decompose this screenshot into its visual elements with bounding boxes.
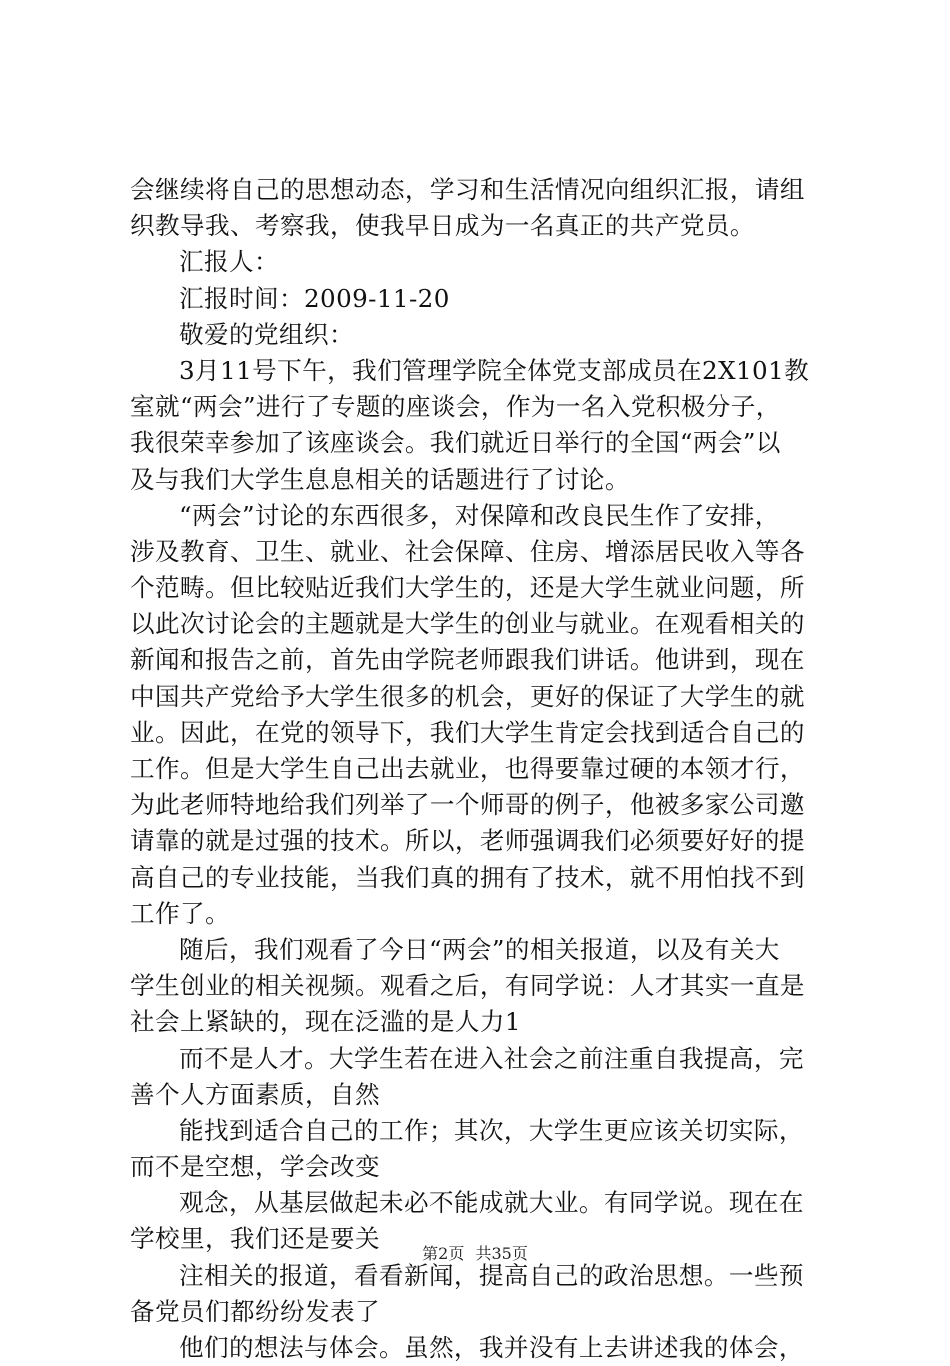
text-line: 为此老师特地给我们列举了一个师哥的例子，他被多家公司邀 [130,790,805,820]
text-line: 高自己的专业技能，当我们真的拥有了技术，就不用怕找不到 [130,862,805,892]
text-line: 汇报人： [179,247,279,277]
text-line: 而不是空想，学会改变 [130,1152,380,1182]
text-line: 学校里，我们还是要关 [130,1224,380,1254]
text-line: 织教导我、考察我，使我早日成为一名真正的共产党员。 [130,211,755,241]
text-line: 以此次讨论会的主题就是大学生的创业与就业。在观看相关的 [130,609,805,639]
text-line: 室就“两会”进行了专题的座谈会，作为一名入党积极分子， [130,392,781,422]
page-number: 第2页 [422,1244,465,1263]
page-total: 共35页 [475,1244,528,1263]
text-line: 汇报时间：2009-11-20 [179,283,450,313]
text-line: “两会”讨论的东西很多，对保障和改良民生作了安排， [179,500,780,530]
text-line: 注相关的报道，看看新闻，提高自己的政治思想。一些预 [179,1260,804,1290]
text-line: 新闻和报告之前，首先由学院老师跟我们讲话。他讲到，现在 [130,645,805,675]
text-line: 3月11号下午，我们管理学院全体党支部成员在2X101教 [179,355,810,385]
text-line: 业。因此，在党的领导下，我们大学生肯定会找到适合自己的 [130,717,805,747]
text-line: 我很荣幸参加了该座谈会。我们就近日举行的全国“两会”以 [130,428,781,458]
text-line: 工作了。 [130,898,230,928]
text-line: 中国共产党给予大学生很多的机会，更好的保证了大学生的就 [130,681,805,711]
text-line: 请靠的就是过强的技术。所以，老师强调我们必须要好好的提 [130,826,805,856]
document-body [130,172,840,1366]
text-line: 而不是人才。大学生若在进入社会之前注重自我提高，完 [179,1043,804,1073]
text-line: 学生创业的相关视频。观看之后，有同学说：人才其实一直是 [130,971,805,1001]
text-line: 善个人方面素质，自然 [130,1079,380,1109]
text-line: 个范畴。但比较贴近我们大学生的，还是大学生就业问题，所 [130,573,805,603]
text-line: 能找到适合自己的工作；其次，大学生更应该关切实际， [179,1115,804,1145]
page-footer [0,1244,950,1264]
text-line: 社会上紧缺的，现在泛滥的是人力1 [130,1007,521,1037]
text-line: 观念，从基层做起未必不能成就大业。有同学说。现在在 [179,1188,804,1218]
text-line: 敬爱的党组织： [179,319,354,349]
text-line: 工作。但是大学生自己出去就业，也得要靠过硬的本领才行， [130,754,805,783]
text-line: 会继续将自己的思想动态，学习和生活情况向组织汇报，请组 [130,175,805,204]
text-line: 涉及教育、卫生、就业、社会保障、住房、增添居民收入等各 [130,536,805,566]
text-line: 他们的想法与体会。虽然，我并没有上去讲述我的体会， [179,1333,804,1362]
text-line: 及与我们大学生息息相关的话题进行了讨论。 [130,464,630,494]
text-line: 备党员们都纷纷发表了 [130,1296,380,1326]
text-line: 随后，我们观看了今日“两会”的相关报道，以及有关大 [179,934,780,964]
